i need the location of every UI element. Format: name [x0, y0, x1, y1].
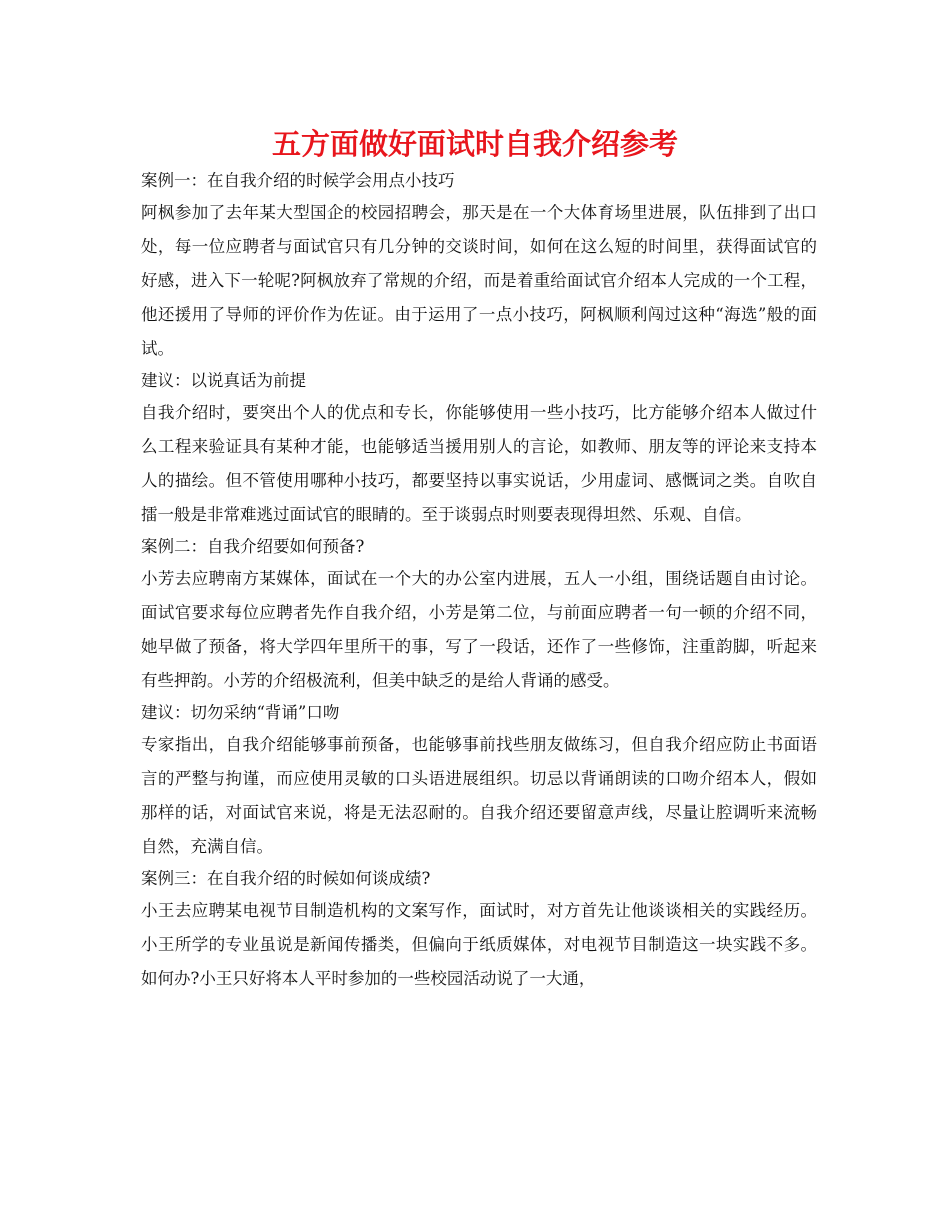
- document-title: 五方面做好面试时自我介绍参考: [271, 127, 678, 161]
- case-one-paragraph: 阿枫参加了去年某大型国企的校园招聘会，那天是在一个大体育场里进展，队伍排到了出口处，每一位应聘者与面试官只有几分钟的交谈时间，如何在这么短的时间里，获得面试官的好感，进入下一轮呢?阿枫放弃了常规的介绍，而是着重给面试官介绍本人完成的一个工程，他还援用了导师的评价作为佐证。由于运用了一点小技巧，阿枫顺利闯过这种“海选”般的面试。: [141, 203, 817, 358]
- case-three-paragraph: 小王去应聘某电视节目制造机构的文案写作，面试时，对方首先让他谈谈相关的实践经历。小王所学的专业虽说是新闻传播类，但偏向于纸质媒体，对电视节目制造这一块实践不多。如何办?小王只好将本人平时参加的一些校园活动说了一大通，: [141, 901, 817, 988]
- case-two-paragraph: 小芳去应聘南方某媒体，面试在一个大的办公室内进展，五人一小组，围绕话题自由讨论。面试官要求每位应聘者先作自我介绍，小芳是第二位，与前面应聘者一句一顿的介绍不同，她早做了预备，将大学四年里所干的事，写了一段话，还作了一些修饰，注重韵脚，听起来有些押韵。小芳的介绍极流利，但美中缺乏的是给人背诵的感受。: [141, 569, 817, 690]
- suggestion-one-paragraph: 自我介绍时，要突出个人的优点和专长，你能够使用一些小技巧，比方能够介绍本人做过什么工程来验证具有某种才能，也能够适当援用别人的言论，如教师、朋友等的评论来支持本人的描绘。但不管使用哪种小技巧，都要坚持以事实说话，少用虚词、感慨词之类。自吹自擂一般是非常难逃过面试官的眼睛的。至于谈弱点时则要表现得坦然、乐观、自信。: [141, 403, 817, 524]
- suggestion-two-heading: 建议：切勿采纳“背诵”口吻: [141, 703, 340, 722]
- case-two-heading: 案例二：自我介绍要如何预备?: [141, 537, 365, 556]
- suggestion-one-heading: 建议：以说真话为前提: [141, 371, 306, 390]
- case-one-heading: 案例一：在自我介绍的时候学会用点小技巧: [141, 171, 455, 190]
- suggestion-two-paragraph: 专家指出，自我介绍能够事前预备，也能够事前找些朋友做练习，但自我介绍应防止书面语言的严整与拘谨，而应使用灵敏的口头语进展组织。切忌以背诵朗读的口吻介绍本人，假如那样的话，对面试官来说，将是无法忍耐的。自我介绍还要留意声线，尽量让腔调听来流畅自然，充满自信。: [141, 735, 817, 856]
- case-three-heading: 案例三：在自我介绍的时候如何谈成绩?: [141, 869, 431, 888]
- document-body: [141, 166, 817, 996]
